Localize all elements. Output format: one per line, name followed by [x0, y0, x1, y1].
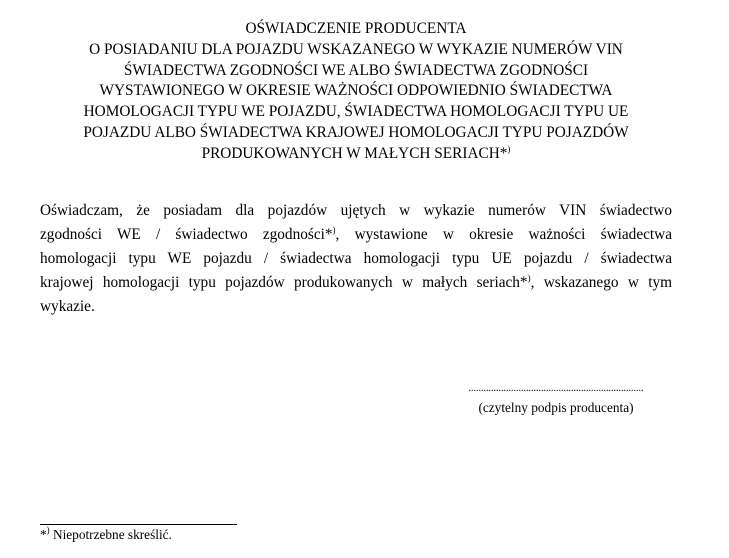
footnote-mark: ) — [46, 525, 50, 535]
paragraph-line — [40, 223, 672, 247]
footnote-mark: ) — [507, 143, 511, 154]
title-line: HOMOLOGACJI TYPU WE POJAZDU, ŚWIADECTWA HOMOLOGACJI TYPU UE — [83, 103, 629, 121]
paragraph-text: zgodności WE / świadectwo zgodności* — [40, 226, 333, 243]
title-line: WYSTAWIONEGO W OKRESIE WAŻNOŚCI ODPOWIEDNIO ŚWIADECTWA — [99, 82, 613, 100]
footnote — [40, 527, 172, 543]
title-line: OŚWIADCZENIE PRODUCENTA — [245, 20, 467, 37]
paragraph-line — [40, 271, 672, 295]
footnote-divider — [40, 524, 237, 525]
title-line-text: PRODUKOWANYCH W MAŁYCH SERIACH* — [201, 144, 508, 162]
document-title — [40, 19, 672, 165]
paragraph-text: , wystawione w okresie ważności świadectwa — [335, 226, 672, 243]
title-line-last — [40, 144, 672, 165]
footnote-text: Niepotrzebne skreślić. — [49, 527, 172, 542]
signature-block — [440, 383, 672, 417]
paragraph-line: Oświadczam, że posiadam dla pojazdów ujętych w wykazie numerów VIN świadectwo — [40, 202, 672, 219]
title-line: ŚWIADECTWA ZGODNOŚCI WE ALBO ŚWIADECTWA ZGODNOŚCI — [123, 61, 589, 79]
signature-caption: (czytelny podpis producenta) — [478, 400, 634, 415]
signature-line: ...................................................................... — [468, 383, 644, 394]
declaration-paragraph — [40, 199, 672, 319]
paragraph-text: , wskazanego w tym — [530, 274, 672, 291]
footnote-marker: * — [40, 527, 47, 542]
title-line: POJAZDU ALBO ŚWIADECTWA KRAJOWEJ HOMOLOGACJI TYPU POJAZDÓW — [83, 123, 629, 141]
paragraph-line: wykazie. — [40, 298, 95, 315]
paragraph-text: krajowej homologacji typu pojazdów produkowanych w małych seriach* — [40, 274, 528, 291]
footnote-mark: ) — [527, 273, 531, 283]
paragraph-line: homologacji typu WE pojazdu / świadectwa homologacji typu UE pojazdu / świadectwa — [40, 250, 672, 267]
title-line: O POSIADANIU DLA POJAZDU WSKAZANEGO W WYKAZIE NUMERÓW VIN — [89, 40, 623, 58]
footnote-mark: ) — [332, 225, 336, 235]
